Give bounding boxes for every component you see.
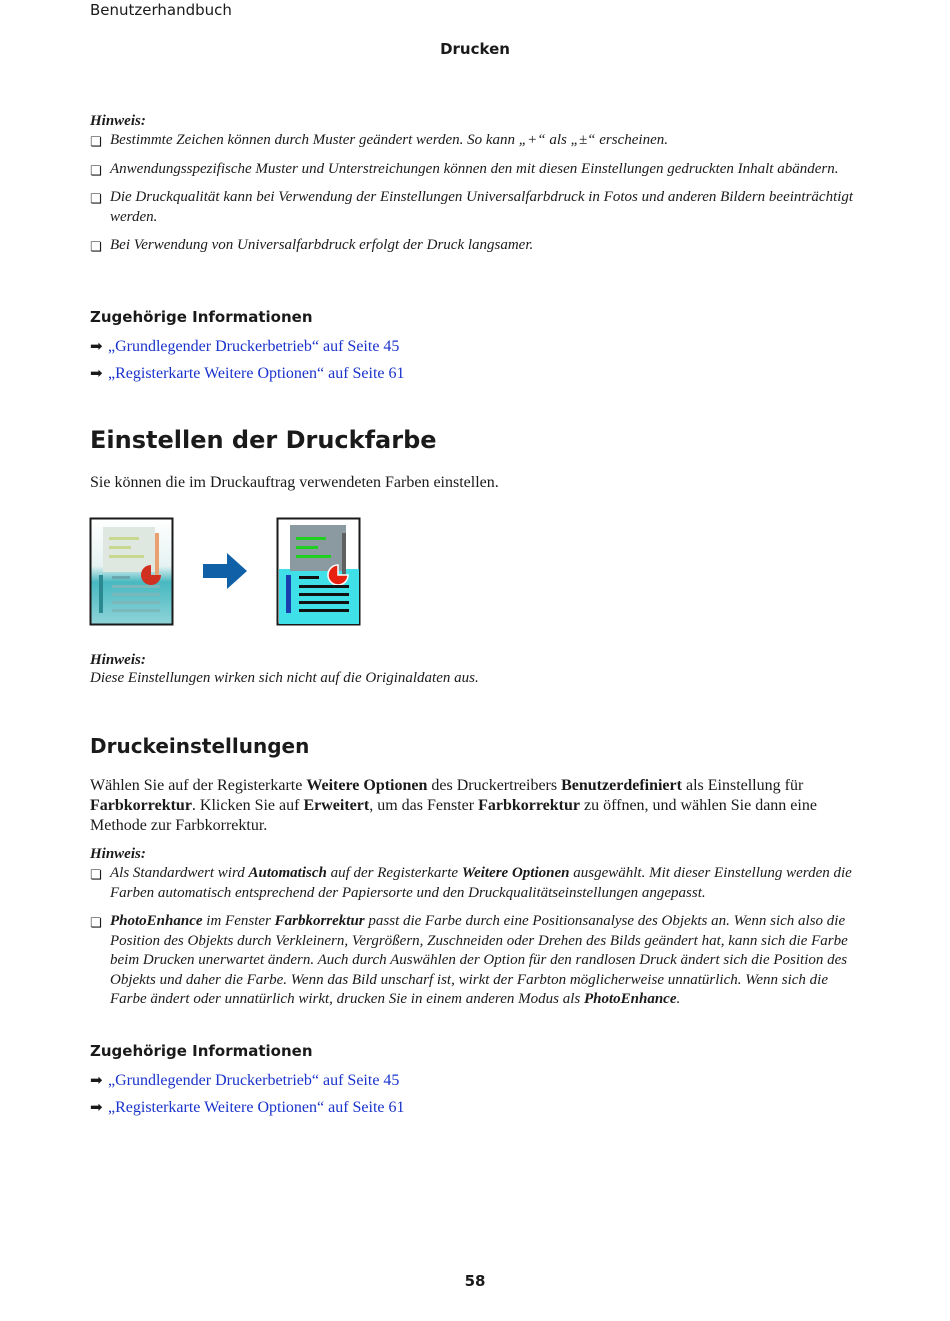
arrow-right-icon: ➡ — [90, 337, 103, 355]
page-number: 58 — [464, 1272, 486, 1290]
note-item: ❏ PhotoEnhance im Fenster Farbkorrektur passt die Farbe durch eine Positionsanalyse des Objekts an. Wenn sich also die Position des Objekts durch Verkleinern, Vergrößern, Zuschneiden oder Drehen des Bilds geändert hat, kann sich die Farbe beim Drucken unerwartet ändern. Auch durch Auswählen der Option für den randlosen Druck ändert sich die Position des Objekts und daher die Farbe. Wenn das Bild unscharf ist, wirkt der Farbton möglicherweise unnatürlich. Wenn sich die Farbe ändert oder unnatürlich wirkt, drucken Sie in einem anderen Modus als PhotoEnhance. — [90, 913, 848, 1007]
note-title: Hinweis: — [90, 846, 146, 862]
note-item: ❏ Anwendungsspezifische Muster und Unterstreichungen können den mit diesen Einstellungen gedruckten Inhalt abändern. — [90, 160, 870, 180]
section-header: Drucken — [440, 40, 510, 58]
related-links-2 — [90, 1070, 405, 1124]
ui-term: Benutzerdefiniert — [561, 777, 682, 794]
arrow-right-icon — [203, 553, 247, 589]
related-info-title: Zugehörige Informationen — [90, 1042, 313, 1060]
note-text: Diese Einstellungen wirken sich nicht auf die Originaldaten aus. — [90, 670, 479, 686]
checkbox-bullet-icon: ❏ — [90, 192, 102, 207]
note-title: Hinweis: — [90, 113, 146, 129]
subsection-heading: Druckeinstellungen — [90, 734, 310, 758]
section-intro: Sie können die im Druckauftrag verwendeten Farben einstellen. — [90, 474, 499, 491]
checkbox-bullet-icon: ❏ — [90, 868, 102, 883]
note-block-1 — [90, 113, 870, 265]
checkbox-bullet-icon: ❏ — [90, 163, 102, 179]
after-document-icon — [278, 519, 360, 625]
subsection-paragraph: Wählen Sie auf der Registerkarte Weitere Optionen des Druckertreibers Benutzerdefiniert als Einstellung für Farbkorrektur. Klicken Sie auf Erweitert, um das Fenster Farbkorrektur zu öffnen, und wählen Sie dann eine Methode zur Farbkorrektur. — [90, 777, 817, 834]
note-title: Hinweis: — [90, 652, 146, 668]
color-adjust-illustration — [89, 517, 364, 627]
note-list — [90, 864, 860, 1010]
note-item: ❏ Bestimmte Zeichen können durch Muster geändert werden. So kann „+“ als „±“ erscheinen. — [90, 131, 870, 151]
note-item: ❏ Als Standardwert wird Automatisch auf der Registerkarte Weitere Optionen ausgewählt. Mit dieser Einstellung werden die Farben automatisch entsprechend der Papiersorte und den Druckqualitätseinstellungen angepasst. — [90, 865, 852, 901]
note-item: ❏ Die Druckqualität kann bei Verwendung der Einstellungen Universalfarbdruck in Fotos und anderen Bildern beeinträchtigt werden. — [90, 189, 854, 225]
arrow-right-icon: ➡ — [90, 364, 103, 382]
ui-term: Farbkorrektur — [90, 797, 192, 814]
checkbox-bullet-icon: ❏ — [90, 240, 102, 255]
arrow-right-icon: ➡ — [90, 1071, 103, 1089]
note-block-3 — [90, 846, 860, 1019]
related-link[interactable]: ➡ „Registerkarte Weitere Optionen“ auf Seite 61 — [90, 364, 405, 382]
related-link[interactable]: ➡ „Grundlegender Druckerbetrieb“ auf Seite 45 — [90, 337, 400, 355]
note-item: ❏ Bei Verwendung von Universalfarbdruck erfolgt der Druck langsamer. — [90, 236, 870, 256]
related-link[interactable]: ➡ „Grundlegender Druckerbetrieb“ auf Seite 45 — [90, 1071, 400, 1089]
section-heading: Einstellen der Druckfarbe — [90, 426, 437, 454]
ui-term: Erweitert — [303, 797, 370, 814]
related-link[interactable]: ➡ „Registerkarte Weitere Optionen“ auf Seite 61 — [90, 1098, 405, 1116]
ui-term: Farbkorrektur — [478, 797, 580, 814]
note-list — [90, 131, 870, 256]
ui-term: Weitere Optionen — [306, 777, 428, 794]
running-header: Benutzerhandbuch — [90, 1, 232, 19]
note-block-2 — [90, 652, 870, 689]
before-document-icon — [91, 519, 173, 625]
checkbox-bullet-icon: ❏ — [90, 916, 102, 931]
related-info-title: Zugehörige Informationen — [90, 308, 313, 326]
related-links-1 — [90, 336, 405, 390]
checkbox-bullet-icon: ❏ — [90, 135, 102, 150]
arrow-right-icon: ➡ — [90, 1098, 103, 1116]
